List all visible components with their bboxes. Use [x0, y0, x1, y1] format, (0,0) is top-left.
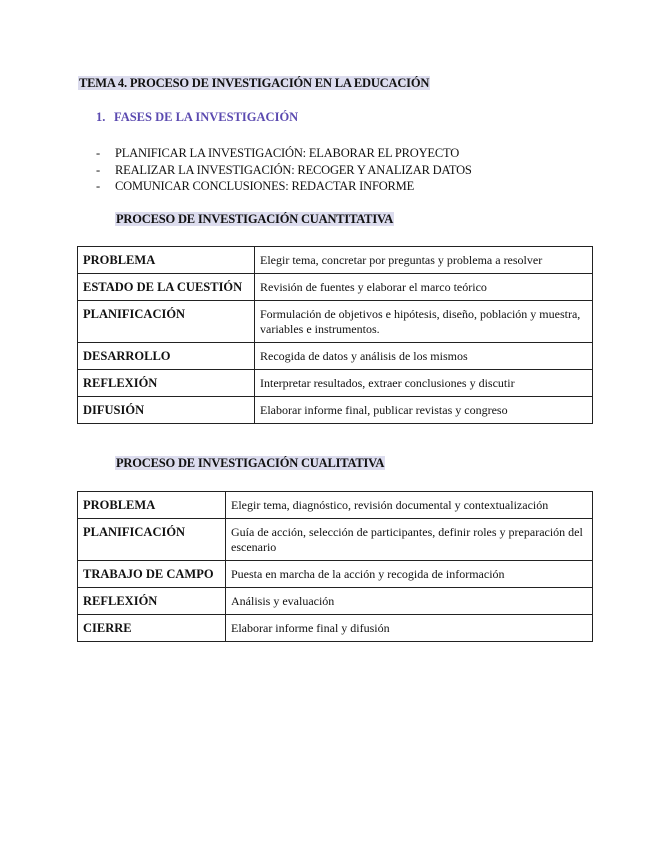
phase-text: REALIZAR LA INVESTIGACIÓN: RECOGER Y ANALIZAR DATOS	[115, 162, 472, 177]
list-item	[96, 145, 472, 162]
description-cell: Análisis y evaluación	[226, 588, 593, 615]
bullet-dash: -	[96, 146, 100, 160]
quantitative-heading	[115, 212, 394, 227]
table-row	[78, 588, 593, 615]
description-cell: Elegir tema, concretar por preguntas y problema a resolver	[255, 247, 593, 274]
quantitative-heading-text: PROCESO DE INVESTIGACIÓN CUANTITATIVA	[116, 212, 394, 226]
list-item	[96, 162, 472, 179]
bullet-dash: -	[96, 179, 100, 193]
document-title	[78, 76, 430, 91]
table-row	[78, 343, 593, 370]
description-cell: Elegir tema, diagnóstico, revisión documental y contextualización	[226, 492, 593, 519]
stage-cell: PLANIFICACIÓN	[78, 301, 255, 343]
description-cell: Formulación de objetivos e hipótesis, diseño, población y muestra, variables e instrumentos.	[255, 301, 593, 343]
stage-cell: REFLEXIÓN	[78, 588, 226, 615]
qualitative-heading-text: PROCESO DE INVESTIGACIÓN CUALITATIVA	[116, 456, 385, 470]
table-row	[78, 519, 593, 561]
stage-cell: REFLEXIÓN	[78, 370, 255, 397]
qualitative-table	[77, 491, 593, 642]
table-row	[78, 561, 593, 588]
description-cell: Guía de acción, selección de participantes, definir roles y preparación del escenario	[226, 519, 593, 561]
phase-text: COMUNICAR CONCLUSIONES: REDACTAR INFORME	[115, 179, 415, 193]
description-cell: Interpretar resultados, extraer conclusiones y discutir	[255, 370, 593, 397]
stage-cell: PLANIFICACIÓN	[78, 519, 226, 561]
section-heading	[96, 110, 298, 125]
list-item	[96, 178, 472, 195]
stage-cell: TRABAJO DE CAMPO	[78, 561, 226, 588]
stage-cell: PROBLEMA	[78, 492, 226, 519]
description-cell: Revisión de fuentes y elaborar el marco teórico	[255, 274, 593, 301]
table-row	[78, 397, 593, 424]
stage-cell: DIFUSIÓN	[78, 397, 255, 424]
section-title: FASES DE LA INVESTIGACIÓN	[114, 110, 299, 124]
stage-cell: ESTADO DE LA CUESTIÓN	[78, 274, 255, 301]
table-row	[78, 301, 593, 343]
bullet-dash: -	[96, 162, 100, 177]
document-title-text: TEMA 4. PROCESO DE INVESTIGACIÓN EN LA EDUCACIÓN	[79, 76, 430, 90]
stage-cell: CIERRE	[78, 615, 226, 642]
table-row	[78, 274, 593, 301]
quantitative-table	[77, 246, 593, 424]
description-cell: Elaborar informe final, publicar revistas y congreso	[255, 397, 593, 424]
description-cell: Recogida de datos y análisis de los mismos	[255, 343, 593, 370]
table-row	[78, 492, 593, 519]
phases-list	[96, 145, 472, 195]
section-number: 1.	[96, 110, 106, 124]
description-cell: Elaborar informe final y difusión	[226, 615, 593, 642]
stage-cell: DESARROLLO	[78, 343, 255, 370]
description-cell: Puesta en marcha de la acción y recogida de información	[226, 561, 593, 588]
phase-text: PLANIFICAR LA INVESTIGACIÓN: ELABORAR EL PROYECTO	[115, 146, 460, 160]
table-row	[78, 615, 593, 642]
table-row	[78, 247, 593, 274]
stage-cell: PROBLEMA	[78, 247, 255, 274]
qualitative-heading	[115, 456, 385, 471]
table-row	[78, 370, 593, 397]
